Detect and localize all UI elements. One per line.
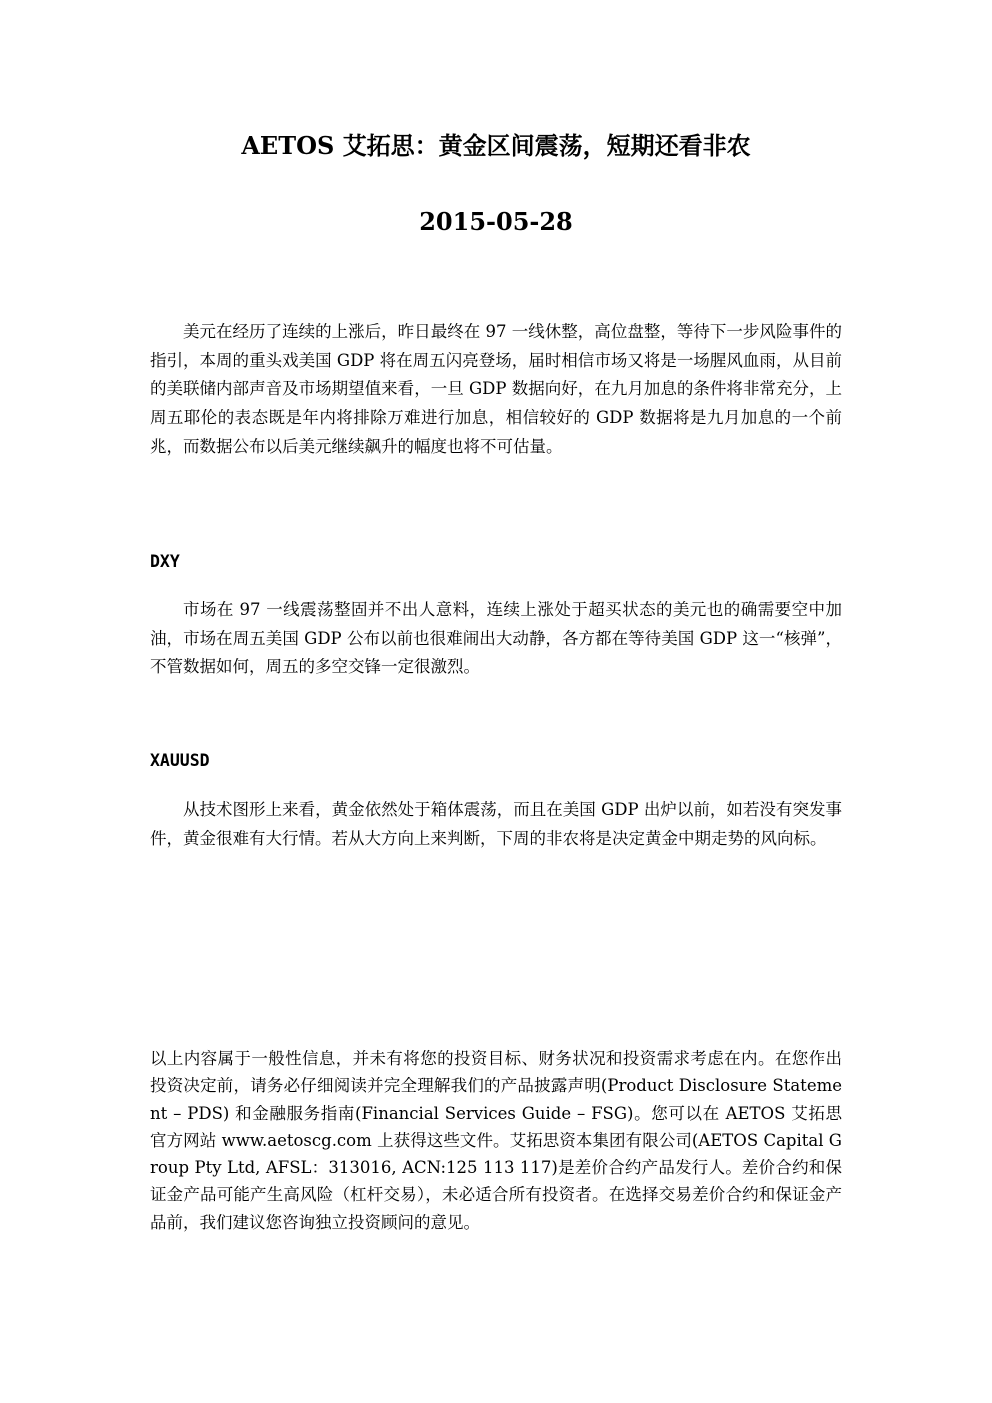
- section-heading-xauusd: XAUUSD: [150, 751, 210, 770]
- section-paragraph-dxy: 市场在 97 一线震荡整固并不出人意料，连续上涨处于超买状态的美元也的确需要空中加油，市场在周五美国 GDP 公布以前也很难闹出大动静，各方都在等待美国 GDP 这一“核弹”，不管数据如何，周五的多空交锋一定很激烈。: [150, 600, 842, 677]
- intro-paragraph: 美元在经历了连续的上涨后，昨日最终在 97 一线休整，高位盘整，等待下一步风险事件的指引，本周的重头戏美国 GDP 将在周五闪亮登场，届时相信市场又将是一场腥风血雨，从目前的美联储内部声音及市场期望值来看，一旦 GDP 数据向好，在九月加息的条件将非常充分，上周五耶伦的表态既是年内将排除万难进行加息，相信较好的 GDP 数据将是九月加息的一个前兆，而数据公布以后美元继续飙升的幅度也将不可估量。: [150, 322, 842, 456]
- section-paragraph-xauusd: 从技术图形上来看，黄金依然处于箱体震荡，而且在美国 GDP 出炉以前，如若没有突发事件，黄金很难有大行情。若从大方向上来判断，下周的非农将是决定黄金中期走势的风向标。: [150, 800, 842, 848]
- section-heading-dxy: DXY: [150, 552, 180, 571]
- document-date: 2015-05-28: [419, 207, 573, 236]
- document-title: AETOS 艾拓思：黄金区间震荡，短期还看非农: [241, 131, 751, 160]
- disclaimer-paragraph: 以上内容属于一般性信息，并未有将您的投资目标、财务状况和投资需求考虑在内。在您作出投资决定前，请务必仔细阅读并完全理解我们的产品披露声明(Product Disclosure Statement – PDS) 和金融服务指南(Financial Services Guide – FSG)。您可以在 AETOS 艾拓思官方网站 www.aetoscg.com 上获得这些文件。艾拓思资本集团有限公司(AETOS Capital Group Pty Ltd, AFSL：313016, ACN:125 113 117)是差价合约产品发行人。差价合约和保证金产品可能产生高风险（杠杆交易），未必适合所有投资者。在选择交易差价合约和保证金产品前，我们建议您咨询独立投资顾问的意见。: [150, 1049, 842, 1232]
